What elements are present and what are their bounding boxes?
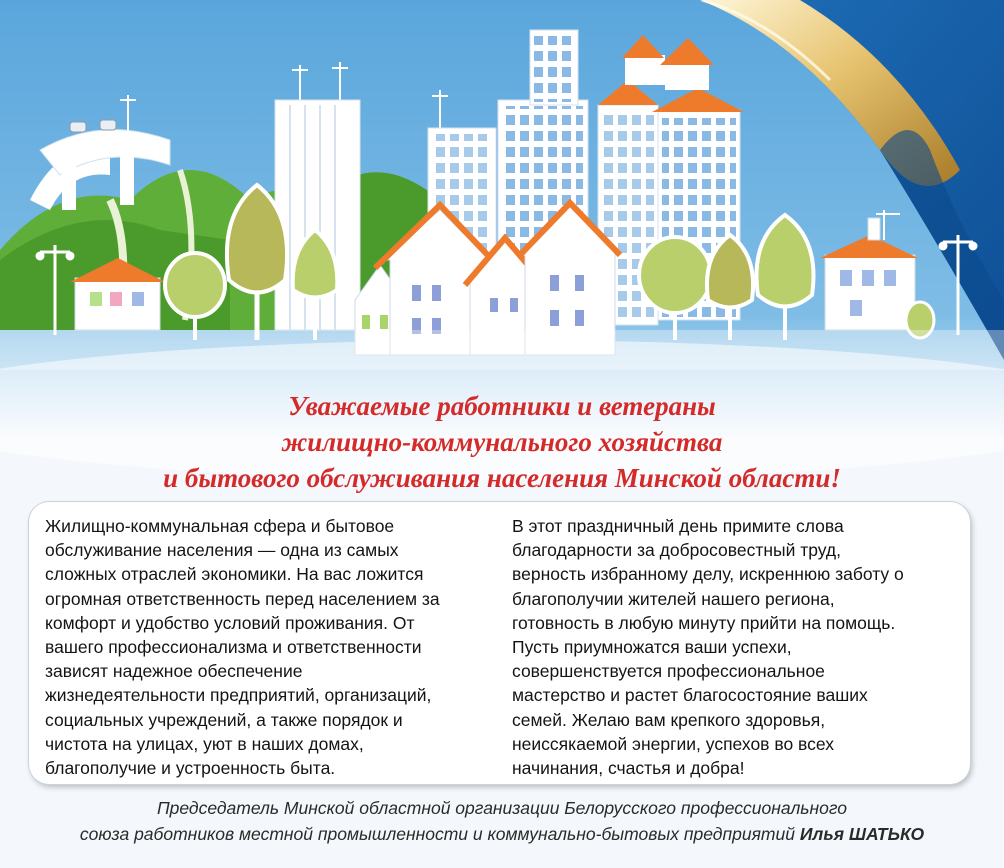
text-line: верность избранному делу, искреннюю заботу о <box>512 564 904 585</box>
message-column-left <box>45 514 440 780</box>
text-line: благополучии жителей нашего региона, <box>512 588 835 609</box>
text-line: обслуживание населения — одна из самых <box>45 540 399 561</box>
text-line: мастерство и растет благосостояние ваших <box>512 685 868 706</box>
text-line: жизнедеятельности предприятий, организаций, <box>45 685 432 706</box>
text-line: социальных учреждений, а также порядок и <box>45 709 403 730</box>
text-line: благополучие и устроенность быта. <box>45 758 336 779</box>
heading-line-1: Уважаемые работники и ветераны <box>288 391 716 421</box>
heading-line-2: жилищно-коммунального хозяйства <box>281 427 723 457</box>
message-column-right <box>512 514 904 780</box>
signature-org-text: союза работников местной промышленности и коммунально-бытовых предприятий <box>79 824 795 844</box>
text-line: совершенствуется профессиональное <box>512 661 825 682</box>
text-line: огромная ответственность перед населением за <box>45 588 440 609</box>
text-line: семей. Желаю вам крепкого здоровья, <box>512 709 826 730</box>
text-line: Пусть приумножатся ваши успехи, <box>512 637 792 658</box>
text-line: вашего профессионализма и ответственности <box>45 637 422 658</box>
text-line: сложных отраслей экономики. На вас ложится <box>45 564 424 585</box>
message-card <box>29 502 970 784</box>
text-line: неиссякаемой энергии, успехов во всех <box>512 733 834 754</box>
heading-line-3: и бытового обслуживания населения Минской области! <box>163 463 841 493</box>
text-line: благодарности за добросовестный труд, <box>512 540 842 561</box>
text-line: готовность в любую минуту прийти на помощь. <box>512 612 896 633</box>
text-line: комфорт и удобство условий проживания. От <box>45 612 415 633</box>
text-line: зависят надежное обеспечение <box>45 661 303 682</box>
text-line: В этот праздничный день примите слова <box>512 516 844 536</box>
signature-block <box>0 795 1004 847</box>
signature-line-2 <box>0 821 1004 847</box>
signature-line-1: Председатель Минской областной организации Белорусского профессионального <box>156 798 848 818</box>
text-line: чистота на улицах, уют в наших домах, <box>45 733 364 754</box>
text-line: Жилищно-коммунальная сфера и бытовое <box>45 516 395 536</box>
text-line: начинания, счастья и добра! <box>512 758 745 779</box>
greeting-heading <box>0 388 1004 496</box>
signatory-name: Илья ШАТЬКО <box>799 824 925 844</box>
